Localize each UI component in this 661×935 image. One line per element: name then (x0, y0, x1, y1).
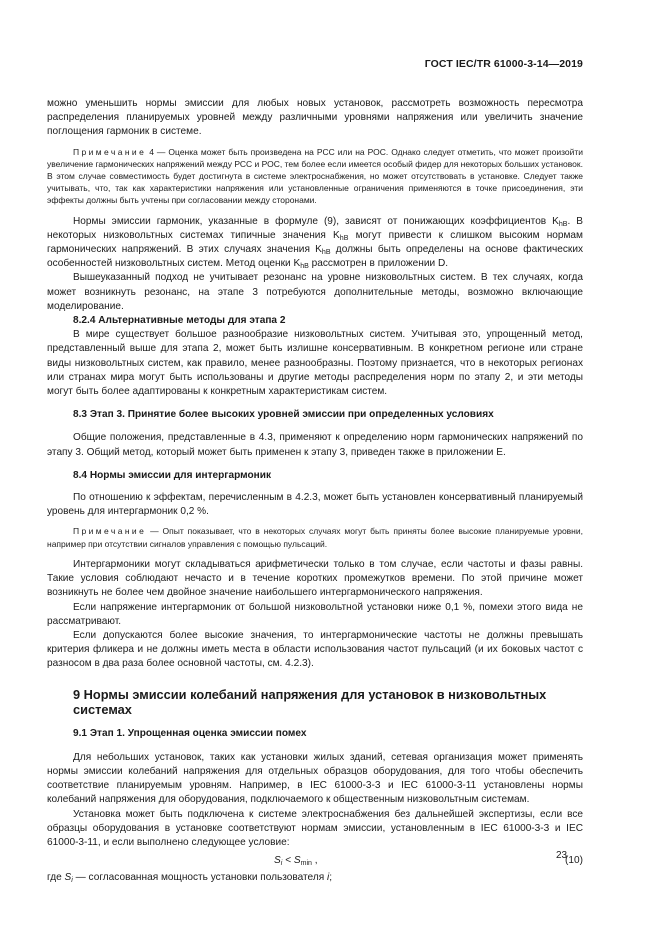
section-heading-9-1: 9.1 Этап 1. Упрощенная оценка эмиссии помех (73, 727, 307, 739)
formula-expression (274, 853, 318, 869)
note (47, 525, 583, 549)
paragraph: Интергармоники могут складываться арифметически только в том случае, если частоты и фазы равны. Такие условия соблюдают нечасто и в течение коротких промежутков времени. По этой причине может возникнуть не более чем двойное значение наибольшего интергармонического напряжения. (47, 558, 583, 599)
note-label: Примечание (73, 526, 147, 537)
subscript: min (300, 860, 312, 868)
section-heading-8-3: 8.3 Этап 3. Принятие более высоких уровней эмиссии при определенных условиях (73, 409, 494, 421)
formula-comma: , (311, 855, 318, 867)
subscript: hB (558, 220, 568, 228)
paragraph: Если допускаются более высокие значения, то интергармонические частоты не должны превышать критерия фликера и не должны иметь места в области использования частот пульсаций (и их боковых частот с разносом в два раза более основной частоты, см. 4.2.3). (47, 629, 583, 670)
paragraph: В мире существует большое разнообразие низковольтных систем. Учитывая это, упрощенный метод, представленный выше для этапа 2, может быть излишне консервативным. В конкретном регионе или стране виды низковольтных систем, как правило, менее разнообразны. Поэтому признается, что в некоторых регионах или странах мира могут быть использованы и другие методы распределения норм по этапу 2, и эти методы могут быть более адаптированы к конкретным характеристикам систем. (47, 329, 583, 398)
formula-var: i (326, 872, 330, 884)
paragraph: По отношению к эффектам, перечисленным в 4.2.3, может быть установлен консервативный планируемый уровень для интергармоник 0,2 %. (47, 492, 583, 518)
paragraph: Если напряжение интергармоник от большой низковольтной установки ниже 0,1 %, помехи этого вида не рассматривают. (47, 601, 583, 627)
paragraph: можно уменьшить нормы эмиссии для любых новых установок, рассмотреть возможность пересмотра распределения планируемых уровней между различными уровнями напряжения или увеличить значение поглощения гармоник в системе. (47, 98, 583, 138)
section-heading-8-4: 8.4 Нормы эмиссии для интергармоник (73, 469, 272, 481)
text-run: должны быть определены на основе фактических особенностей низковольтных систем. Метод оценки K (47, 244, 583, 270)
section-heading-9: 9 Нормы эмиссии колебаний напряжения для установок в низковольтных системах (73, 686, 547, 717)
subscript: hB (300, 263, 309, 271)
note-label: Примечание (73, 146, 147, 157)
note-4 (47, 146, 583, 207)
formula-number: (10) (565, 855, 583, 867)
section-heading-8-2-4: 8.2.4 Альтернативные методы для этапа 2 (73, 315, 286, 327)
text-run: могут привести к слишком высоким нормам гармонических напряжений. В этих случаях значения K (47, 229, 583, 256)
formula-var: S (64, 872, 72, 884)
text-run: где (47, 872, 65, 884)
formula-10 (47, 853, 583, 869)
text-run: Нормы эмиссии гармоник, указанные в формуле (9), зависят от понижающих коэффициентов K (73, 215, 559, 227)
document-header: ГОСТ IEC/TR 61000-3-14—2019 (424, 58, 583, 70)
subscript: i (280, 860, 283, 868)
subscript: hB (339, 234, 349, 242)
text-run: . В некоторых низковольтных системах типичные значения K (47, 215, 583, 241)
formula-var: S (274, 855, 281, 867)
note-text: — Опыт показывает, что в некоторых случаях могут быть приняты более высокие планируемые уровни, например при отсутствии сигналов управления с помощью пульсаций. (47, 526, 583, 549)
paragraph: Вышеуказанный подход не учитывает резонанс на уровне низковольтных систем. В тех случаях, когда может возникнуть резонанс, на этапе 3 потребуются дополнительные методы, возможно включающие моделирование. (47, 272, 583, 312)
paragraph (47, 215, 583, 272)
paragraph: Общие положения, представленные в 4.3, применяют к определению норм гармонических напряжений по этапу 3. Общий метод, который может быть применен к этапу 3, приведен также в приложении Е. (47, 432, 583, 458)
formula-explanation (47, 871, 583, 885)
paragraph: Для небольших установок, таких как установки жилых зданий, сетевая организация может применять нормы эмиссии колебаний напряжения для отдельных образцов оборудования, для того чтобы обеспечить соответствие планируемым уровням. Например, в IEC 61000-3-3 и IEC 61000-3-11 установлены нормы колебаний напряжения для оборудования, подключаемого к общественным низковольтным системам. (47, 751, 583, 806)
page-number: 23 (556, 850, 568, 861)
formula-operator: < S (282, 855, 301, 867)
subscript: hB (321, 249, 331, 257)
text-run: ; (329, 872, 333, 884)
note-text: 4 — Оценка может быть произведена на РСС или на РОС. Однако следует отметить, что может произойти увеличение гармонических напряжений между РСС и РОС, тем более если имеется особый фидер для некоторых больших установок. В этом случае совместимость будет достигнута в системе электроснабжения, но может отсутствовать в установке. Следует также учитывать, что, так как характеристики напряжения или установленные ограничения применяются в точке присоединения, эти эффекты должны быть учтены при согласовании между сторонами. (47, 146, 583, 206)
paragraph: Установка может быть подключена к системе электроснабжения без дальнейшей экспертизы, если все образцы оборудования в установке соответствуют нормам эмиссии, установленным в IEC 61000-3-3 и IEC 61000-3-11, и если выполнено следующее условие: (47, 808, 583, 848)
text-run: — согласованная мощность установки пользователя (72, 872, 327, 884)
subscript: i (71, 877, 73, 885)
text-run: рассмотрен в приложении D. (308, 258, 449, 270)
